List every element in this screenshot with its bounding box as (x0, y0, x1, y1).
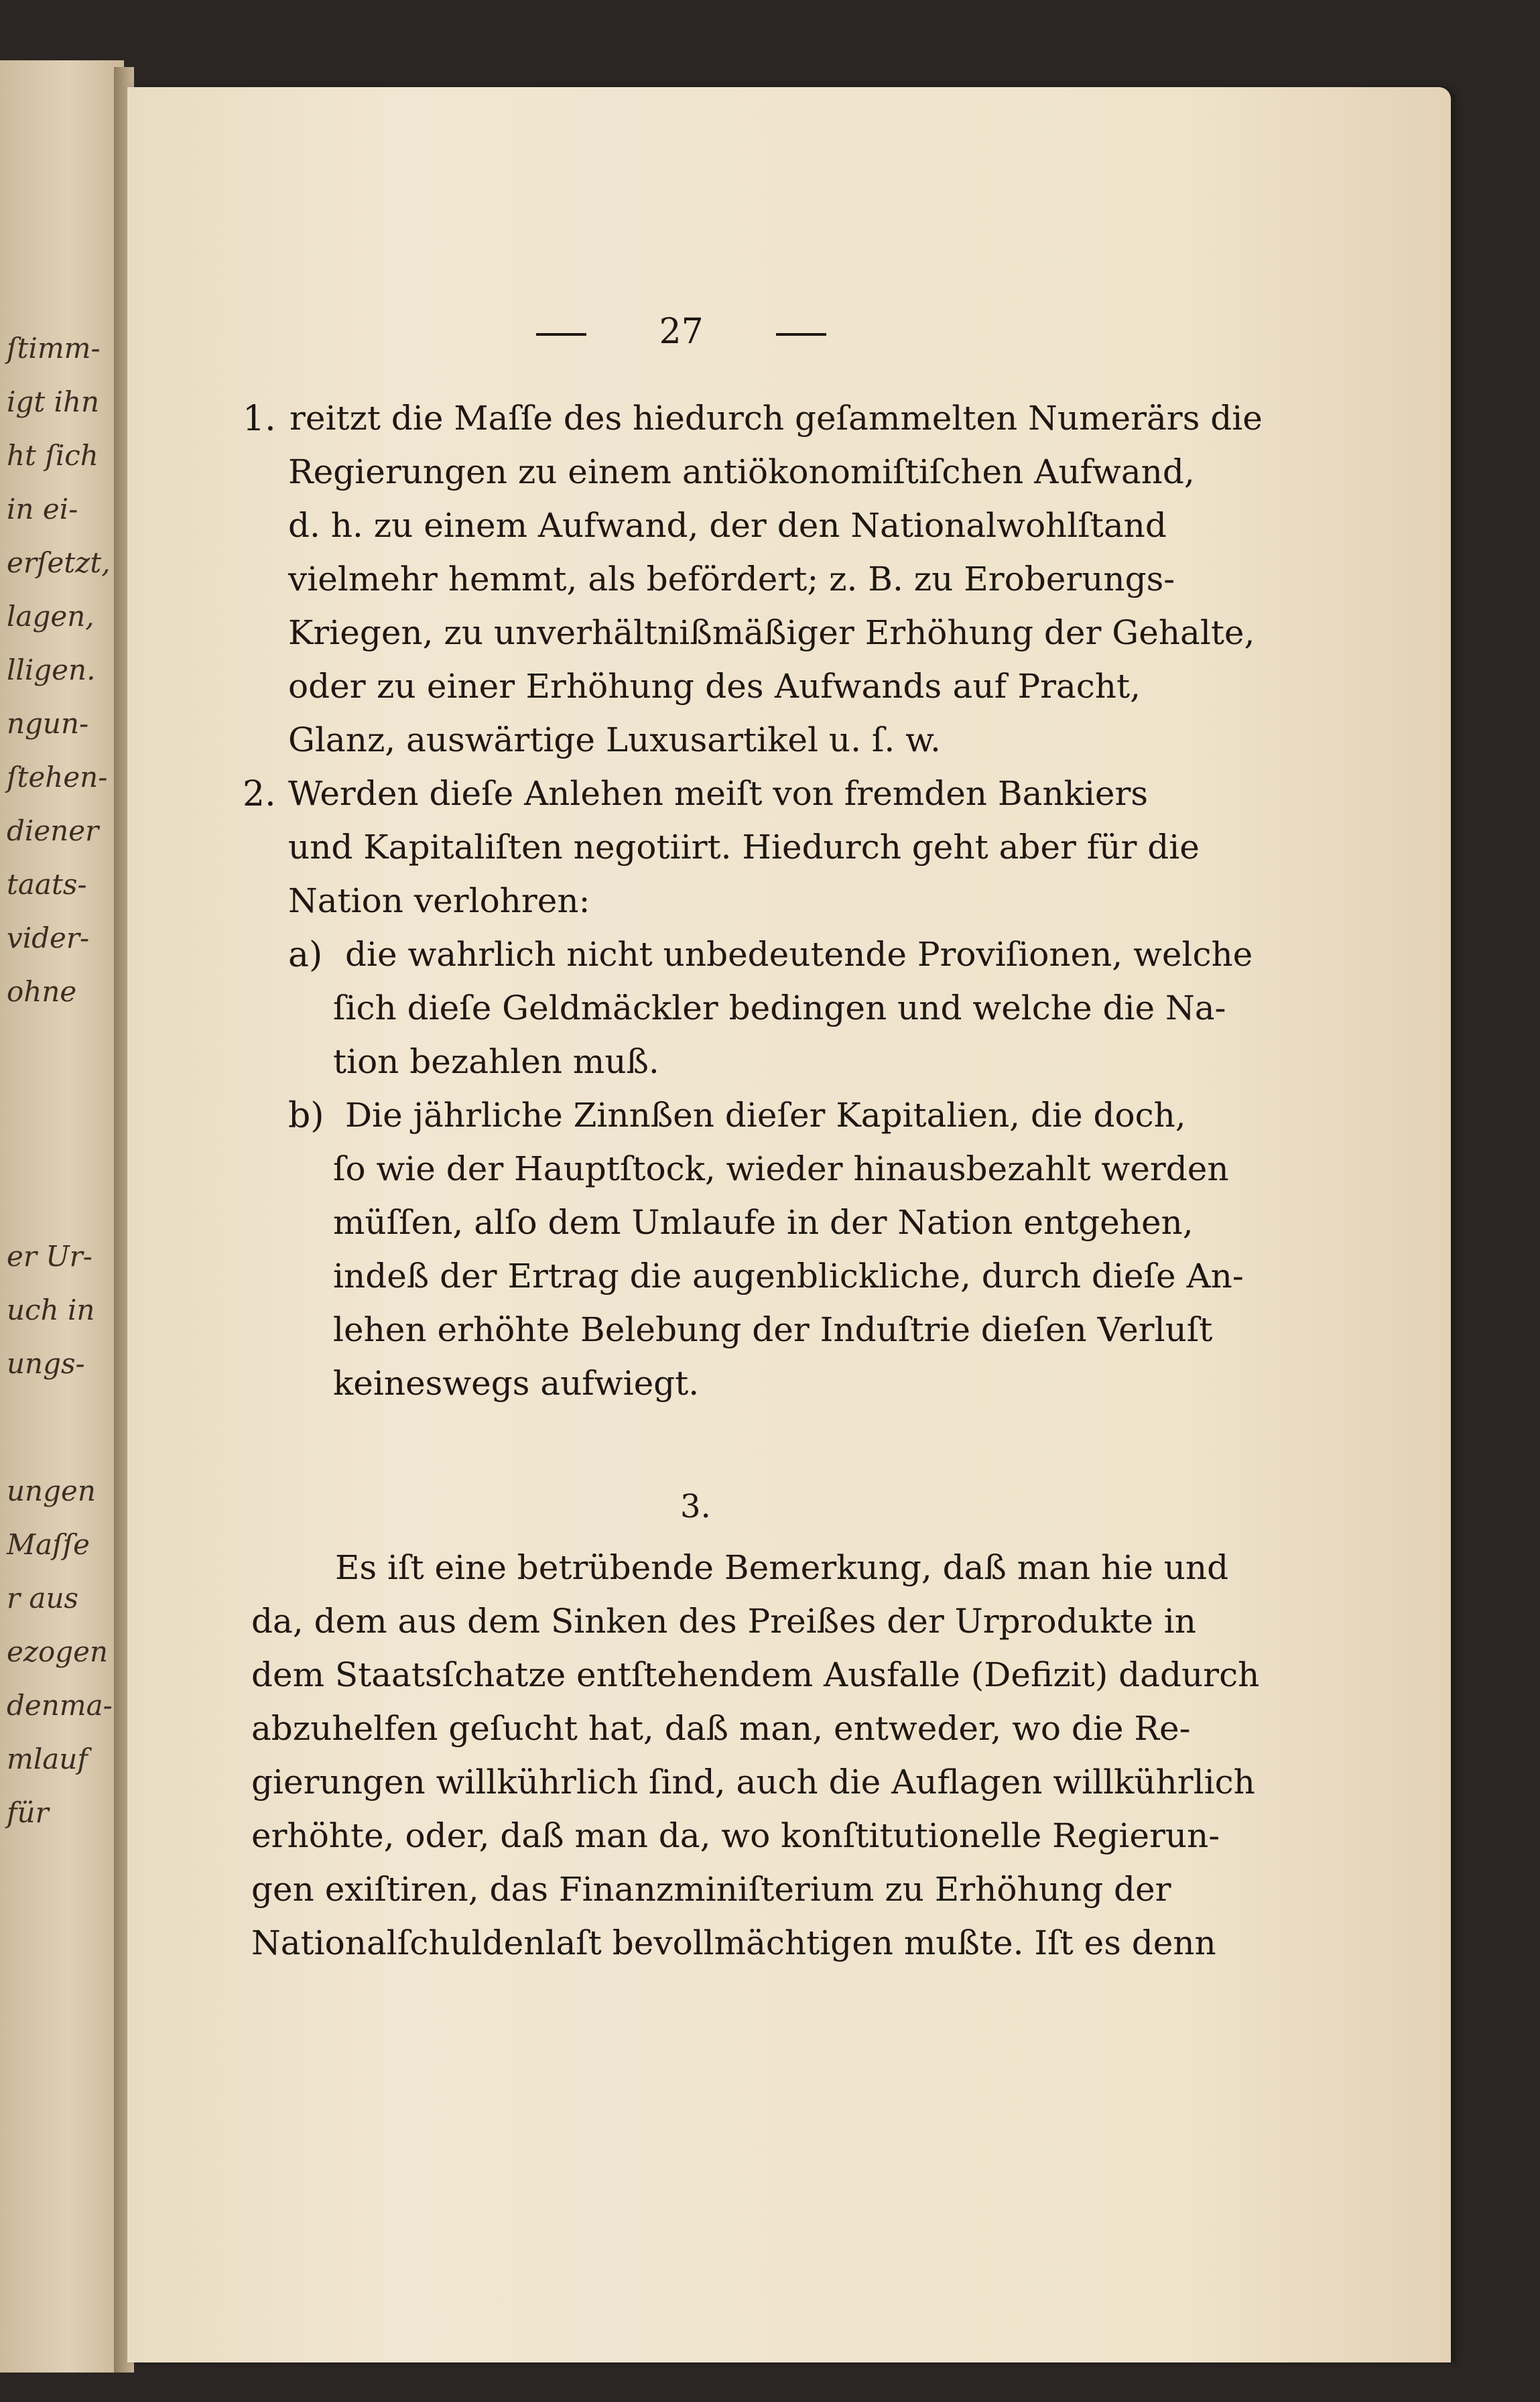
left-page-fragment: diener (7, 814, 99, 847)
page-header (536, 312, 826, 352)
subitem-b-marker: b) (288, 1096, 324, 1136)
left-page-fragment: taats- (7, 868, 87, 901)
item-1-line: vielmehr hemmt, als befördert; z. B. zu Eroberungs- (288, 560, 1175, 598)
item-1-line: reitzt die Maſſe des hiedurch geſammelten Numerärs die (290, 399, 1263, 438)
left-page-edge (0, 60, 124, 2373)
left-page-fragment: in ei- (7, 493, 78, 525)
subitem-b-line: keineswegs aufwiegt. (333, 1364, 700, 1403)
item-1-marker: 1. (243, 399, 276, 439)
subitem-a-line: ſich dieſe Geldmäckler bedingen und welche die Na- (333, 989, 1226, 1027)
left-page-fragment: ngun- (7, 707, 89, 740)
subitem-a-line: die wahrlich nicht unbedeutende Proviſionen, welche (345, 935, 1253, 974)
item-2-line: Werden dieſe Anlehen meiſt von fremden Bankiers (288, 774, 1149, 813)
left-page-fragment: lagen, (7, 600, 94, 633)
subitem-b-line: Die jährliche Zinnßen dieſer Kapitalien, die doch, (345, 1096, 1186, 1135)
subitem-b-line: indeß der Ertrag die augenblickliche, durch dieſe An- (333, 1257, 1244, 1295)
left-page-fragment: ungs- (7, 1347, 85, 1380)
section-3-line: Es iſt eine betrübende Bemerkung, daß man hie und (335, 1548, 1229, 1587)
item-1-line: Kriegen, zu unverhältnißmäßiger Erhöhung der Gehalte, (288, 613, 1255, 652)
section-number: 3. (680, 1488, 711, 1525)
left-page-fragment: ezogen (7, 1635, 109, 1668)
section-3-line: dem Staatsſchatze entſtehendem Ausfalle (Defizit) dadurch (251, 1655, 1260, 1694)
left-page-fragment: uch in (7, 1293, 95, 1326)
left-page-fragment: ſtehen- (7, 761, 108, 794)
subitem-a-marker: a) (288, 935, 323, 975)
left-page-fragment: mlauf (7, 1743, 88, 1775)
item-1-line: Glanz, auswärtige Luxusartikel u. ſ. w. (288, 720, 941, 759)
item-2-line: Nation verlohren: (288, 881, 590, 920)
left-page-fragment: er Ur- (7, 1240, 92, 1273)
left-page-fragment: ohne (7, 975, 77, 1008)
page-number: 27 (659, 312, 704, 352)
item-1-line: d. h. zu einem Aufwand, der den Nationalwohlſtand (288, 506, 1167, 545)
section-3-line: Nationalſchuldenlaſt bevollmächtigen mußte. Iſt es denn (251, 1923, 1216, 1962)
section-3-line: gen exiſtiren, das Finanzminiſterium zu Erhöhung der (251, 1870, 1171, 1909)
left-page-fragment: r aus (7, 1582, 79, 1615)
left-page-fragment: ſtimm- (7, 332, 101, 365)
section-3-line: abzuhelfen geſucht hat, daß man, entweder, wo die Re- (251, 1709, 1191, 1748)
section-3-line: erhöhte, oder, daß man da, wo konſtitutionelle Regierun- (251, 1816, 1220, 1855)
left-page-fragment: igt ihn (7, 385, 100, 418)
left-page-fragment: erſetzt, (7, 546, 111, 579)
header-dash-right (776, 333, 826, 336)
subitem-b-line: lehen erhöhte Belebung der Induſtrie dieſen Verluſt (333, 1310, 1213, 1349)
left-page-fragment: vider- (7, 922, 90, 954)
section-3-line: gierungen willkührlich ſind, auch die Auflagen willkührlich (251, 1763, 1255, 1802)
subitem-a-line: tion bezahlen muß. (333, 1042, 659, 1081)
header-dash-left (536, 333, 586, 336)
item-1-line: oder zu einer Erhöhung des Aufwands auf Pracht, (288, 667, 1141, 706)
left-page-fragment: ht ſich (7, 439, 99, 472)
subitem-b-line: müſſen, alſo dem Umlaufe in der Nation entgehen, (333, 1203, 1194, 1242)
subitem-b-line: ſo wie der Hauptſtock, wieder hinausbezahlt werden (333, 1149, 1229, 1188)
left-page-fragment: lligen. (7, 653, 96, 686)
left-page-fragment: denma- (7, 1689, 113, 1722)
left-page-fragment: für (7, 1796, 49, 1829)
item-1-line: Regierungen zu einem antiökonomiſtiſchen Aufwand, (288, 452, 1195, 491)
left-page-fragment: Maſſe (7, 1528, 90, 1561)
section-3-line: da, dem aus dem Sinken des Preißes der Urprodukte in (251, 1602, 1196, 1641)
left-page-fragment: ungen (7, 1474, 96, 1507)
item-2-marker: 2. (243, 774, 276, 814)
item-2-line: und Kapitaliſten negotiirt. Hiedurch geht aber für die (288, 828, 1200, 867)
